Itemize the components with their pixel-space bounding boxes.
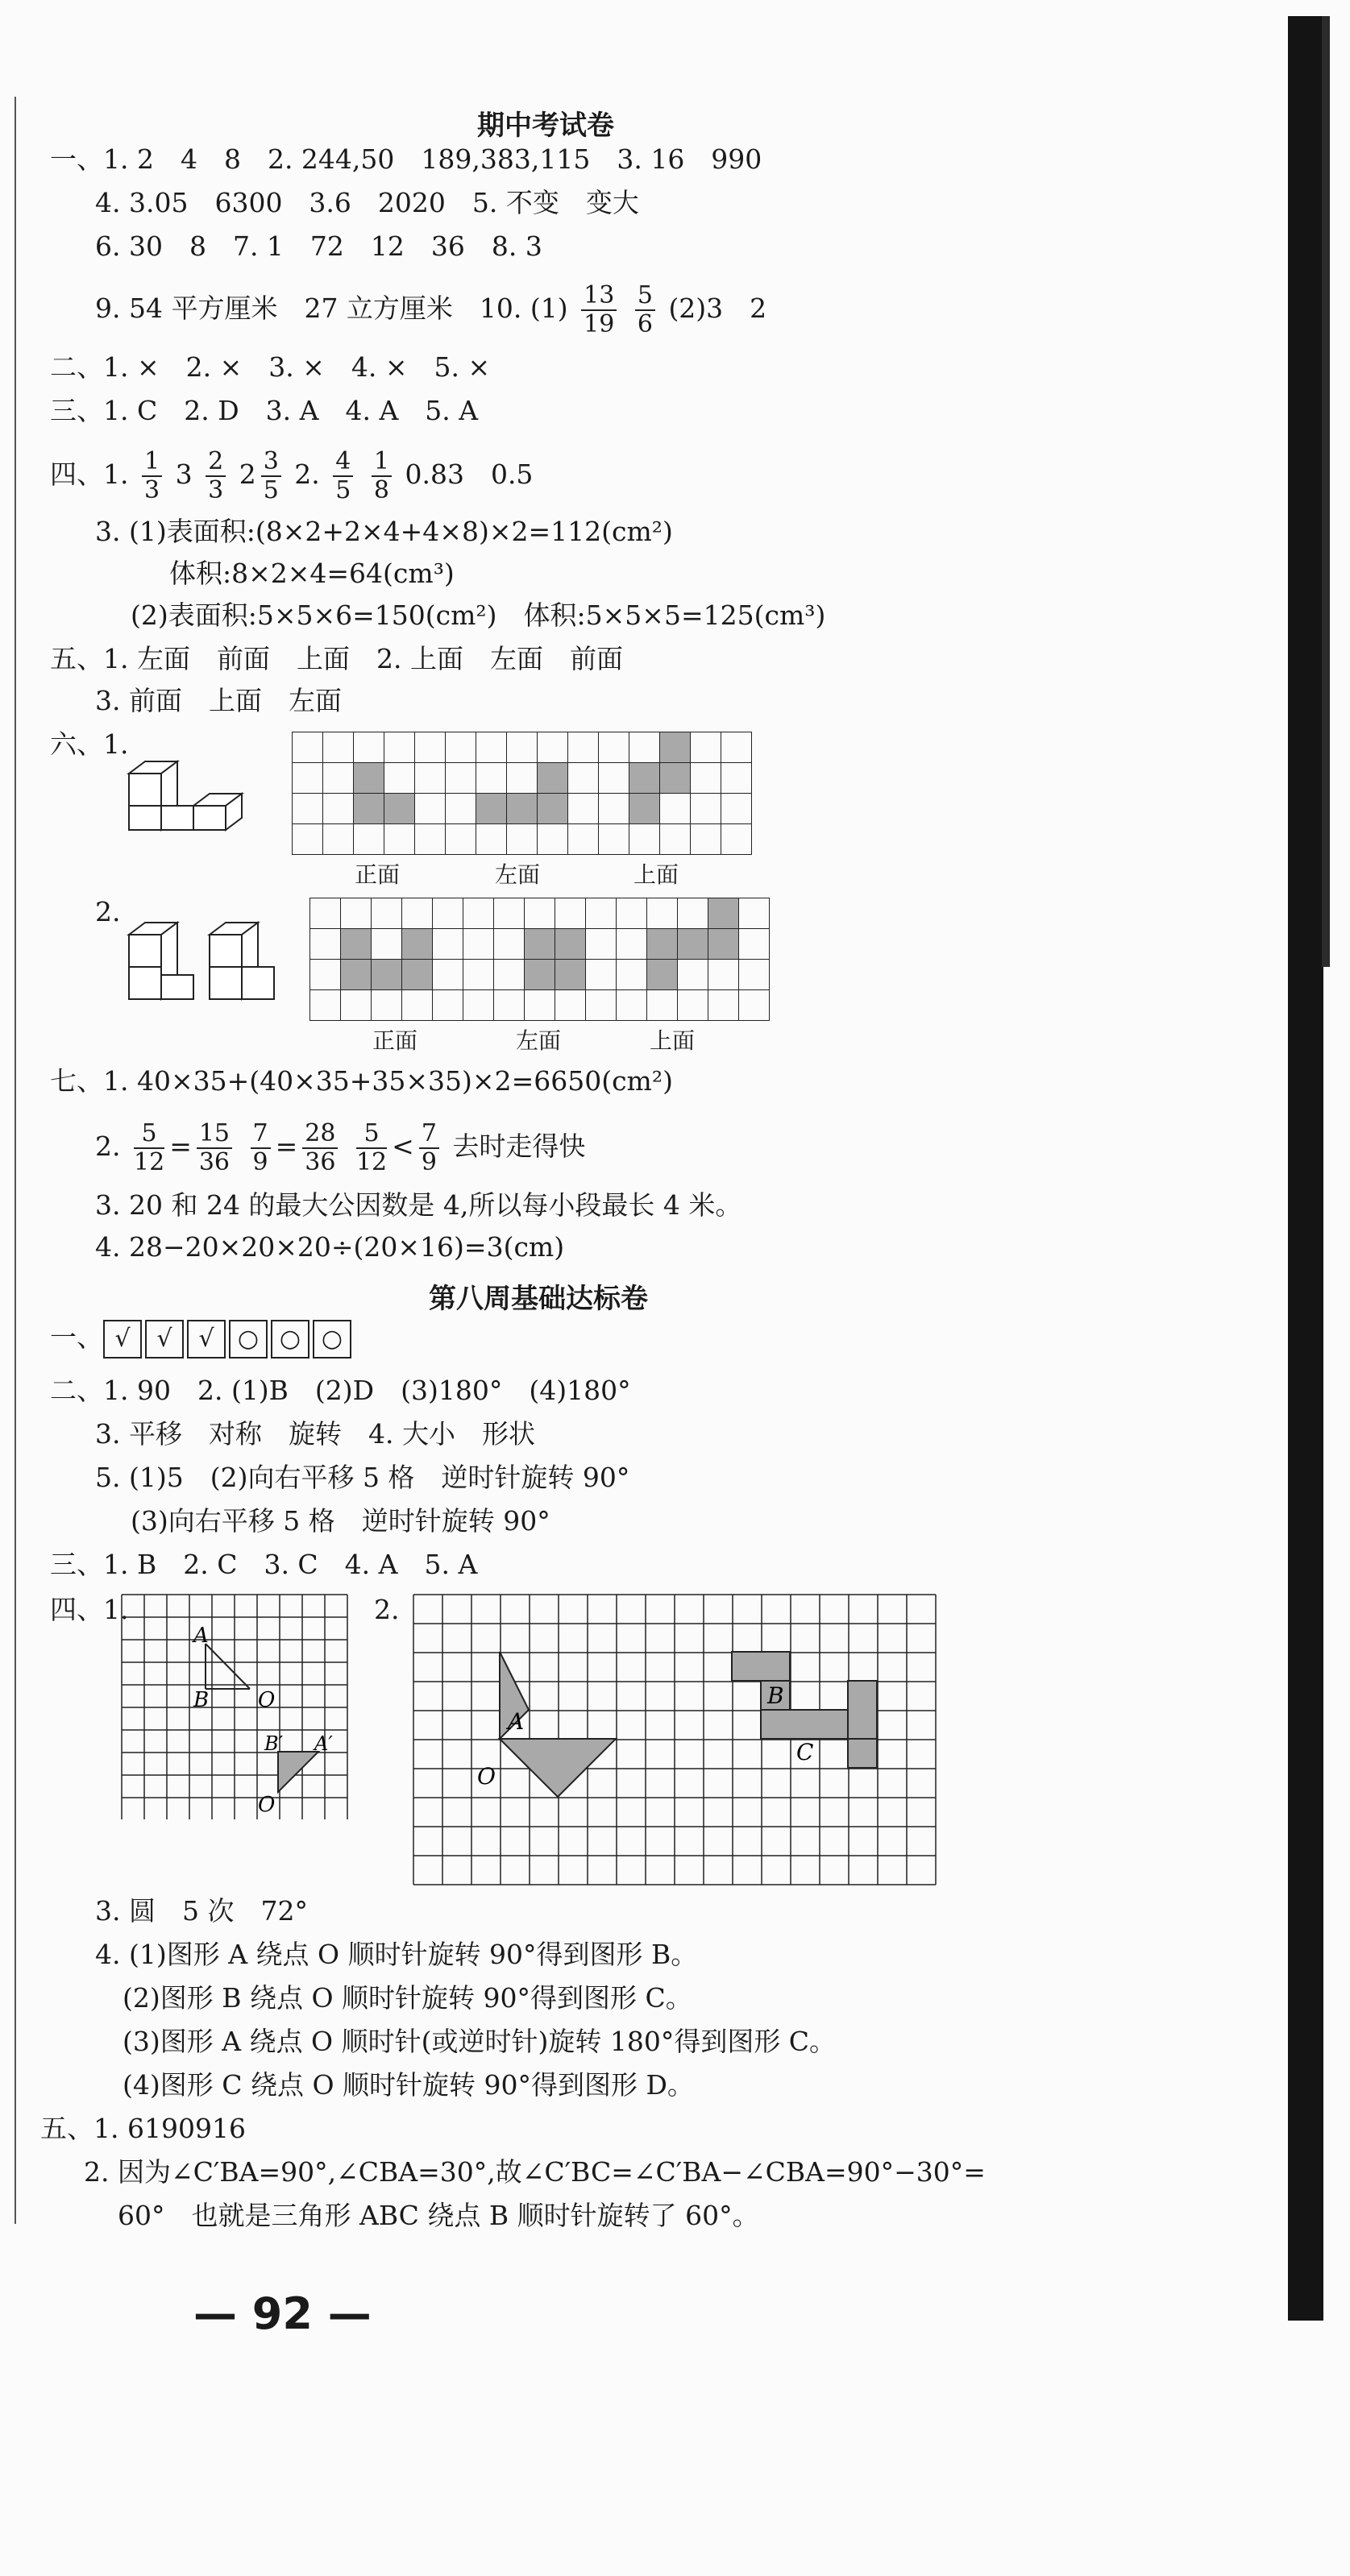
view-label-left: 左面: [516, 1027, 562, 1054]
cube-stack-figure-2: [121, 911, 290, 1015]
grid-cell: [629, 823, 660, 855]
grid-cell: [585, 959, 617, 990]
answer-line: 3. 平移 对称 旋转 4. 大小 形状: [95, 1418, 535, 1450]
grid-cell: [616, 928, 647, 960]
grid-cell: [476, 823, 507, 855]
page-number: — 92 —: [193, 2288, 372, 2339]
grid-cell: [322, 793, 354, 824]
grid-cell: [721, 793, 752, 824]
answer-line: 七、1. 40×35+(40×35+35×35)×2=6650(cm²): [50, 1065, 673, 1097]
label-C: C: [796, 1739, 814, 1765]
grid-cell: [585, 989, 617, 1021]
grid-cell: [690, 823, 721, 855]
answer-line: 2.: [95, 896, 121, 927]
grid-cell: [384, 732, 415, 763]
answer-text: 2: [239, 458, 256, 490]
grid-cell: [322, 762, 354, 794]
grid-cell: [524, 928, 555, 960]
answer-line: 3. 圆 5 次 72°: [95, 1895, 308, 1927]
grid-cell: [445, 732, 476, 763]
grid-cell: [616, 989, 647, 1021]
answer-line: 3. 前面 上面 左面: [95, 685, 342, 716]
fraction: $\frac{2}{3}$: [206, 448, 226, 504]
grid-cell: [309, 959, 341, 990]
grid-cell: [690, 762, 721, 794]
answer-line: 三、1. C 2. D 3. A 4. A 5. A: [50, 395, 479, 426]
grid-cell: [506, 823, 538, 855]
grid-cell: [463, 959, 494, 990]
rotation-grid-2: [413, 1594, 937, 1892]
answer-line: 五、1. 6190916: [40, 2113, 246, 2144]
grid-cell: [493, 928, 525, 960]
answer-line-q9-10: [95, 282, 766, 338]
grid-cell: [292, 762, 323, 794]
grid-cell: [309, 898, 341, 929]
answer-line: 二、1. 90 2. (1)B (2)D (3)180° (4)180°: [50, 1375, 631, 1406]
grid-cell: [401, 898, 433, 929]
answer-box: ○: [271, 1320, 309, 1359]
grid-cell: [353, 823, 384, 855]
grid-cell: [340, 989, 372, 1021]
grid-cell: [646, 959, 678, 990]
grid-cell: [432, 959, 463, 990]
answer-text: 四、1.: [50, 458, 129, 490]
fraction: $\frac{7}{9}$: [419, 1120, 439, 1176]
grid-cell: [384, 823, 415, 855]
grid-cell: [463, 898, 494, 929]
grid-cell: [677, 928, 708, 960]
grid-cell: [567, 732, 599, 763]
grid-cell: [738, 898, 770, 929]
fraction: $\frac{1}{8}$: [372, 448, 392, 504]
grid-cell: [721, 762, 752, 794]
grid-cell: [463, 928, 494, 960]
answer-line: 一、1. 2 4 8 2. 244,50 189,383,115 3. 16 990: [50, 143, 762, 175]
grid-cell: [353, 732, 384, 763]
grid-cell: [432, 898, 463, 929]
grid-cell: [598, 823, 629, 855]
grid-cell: [629, 732, 660, 763]
grid-cell: [659, 793, 691, 824]
grid-cell: [476, 793, 507, 824]
fraction: $\frac{4}{5}$: [333, 448, 353, 504]
answer-text: (2)3 2: [668, 292, 767, 324]
answer-line: 三、1. B 2. C 3. C 4. A 5. A: [50, 1549, 478, 1580]
answer-line: 体积:8×2×4=64(cm³): [169, 558, 455, 589]
grid-cell: [432, 928, 463, 960]
answer-box: √: [187, 1320, 226, 1359]
answer-box: √: [103, 1320, 142, 1359]
answer-text: 3: [175, 458, 193, 490]
grid-cell: [414, 823, 446, 855]
answer-line: 3. 20 和 24 的最大公因数是 4,所以每小段最长 4 米。: [95, 1189, 742, 1221]
fraction: $\frac{7}{9}$: [251, 1120, 271, 1176]
grid-cell: [708, 989, 739, 1021]
grid-cell: [340, 928, 372, 960]
grid-cell: [432, 989, 463, 1021]
grid-cell: [371, 898, 402, 929]
grid-cell: [524, 898, 555, 929]
grid-cell: [401, 959, 433, 990]
grid-cell: [506, 793, 538, 824]
grid-cell: [401, 989, 433, 1021]
answer-line: (2)图形 B 绕点 O 顺时针旋转 90°得到图形 C。: [123, 1982, 692, 2014]
fraction: $\frac{5}{12}$: [134, 1119, 165, 1176]
answer-line: 4. 3.05 6300 3.6 2020 5. 不变 变大: [95, 187, 639, 218]
grid-cell: [384, 793, 415, 824]
grid-cell: [567, 762, 599, 794]
answer-line-fractions: [50, 448, 533, 504]
answer-line: 2.: [374, 1594, 400, 1625]
grid-cell: [292, 823, 323, 855]
grid-cell: [414, 762, 446, 794]
grid-cell: [629, 762, 660, 794]
grid-cell: [353, 762, 384, 794]
fraction: $\frac{15}{36}$: [197, 1120, 232, 1176]
grid-cell: [677, 898, 708, 929]
grid-cell: [476, 732, 507, 763]
answer-line: 六、1.: [50, 728, 129, 760]
grid-cell: [585, 898, 617, 929]
margin-line: [15, 97, 16, 2224]
grid-cell: [690, 793, 721, 824]
week8-title: 第八周基础达标卷: [429, 1283, 648, 1315]
grid-cell: [353, 793, 384, 824]
answer-text: 去时走得快: [452, 1130, 586, 1162]
grid-cell: [445, 793, 476, 824]
answer-line: 五、1. 左面 前面 上面 2. 上面 左面 前面: [50, 643, 623, 674]
grid-cell: [476, 762, 507, 794]
answer-line: (3)向右平移 5 格 逆时针旋转 90°: [131, 1505, 550, 1537]
answer-text: 2.: [294, 458, 320, 490]
grid-cell: [555, 928, 586, 960]
grid-cell: [738, 989, 770, 1021]
grid-cell: [738, 959, 770, 990]
view-label-top: 上面: [633, 861, 679, 888]
grid-cell: [708, 928, 739, 960]
answer-line-compare: 2. $\frac{5}{12}$ = $\frac{15}{36}$ $\frac{7}{9}$ = $\frac{28}{36}$ $\frac{5}{12}$ < $\frac{7}{9}$ 去时走得快: [95, 1119, 586, 1176]
grid-cell: [493, 898, 525, 929]
grid-cell: [384, 762, 415, 794]
label-B: B: [767, 1682, 784, 1709]
grid-cell: [659, 823, 691, 855]
grid-cell: [309, 928, 341, 960]
grid-cell: [598, 732, 629, 763]
label-B: B: [193, 1688, 210, 1712]
grid-cell: [340, 959, 372, 990]
grid-cell: [629, 793, 660, 824]
grid-cell: [322, 823, 354, 855]
label-Ap: A′: [314, 1732, 333, 1755]
answer-line: 4. (1)图形 A 绕点 O 顺时针旋转 90°得到图形 B。: [95, 1939, 698, 1970]
label-O2: O: [258, 1793, 276, 1817]
grid-cell: [506, 762, 538, 794]
answer-box: √: [145, 1320, 184, 1359]
grid-cell: [721, 732, 752, 763]
grid-cell: [646, 989, 678, 1021]
fraction: $\frac{13}{19}$: [581, 282, 617, 338]
grid-cell: [493, 959, 525, 990]
answer-line: 四、1.: [50, 1594, 129, 1625]
answer-box: ○: [229, 1320, 268, 1359]
view-label-front: 正面: [355, 861, 401, 888]
answer-line: 4. 28−20×20×20÷(20×16)=3(cm): [95, 1231, 565, 1263]
label-A: A: [193, 1624, 209, 1648]
grid-cell: [493, 989, 525, 1021]
view-label-front: 正面: [372, 1027, 418, 1054]
grid-cell: [708, 959, 739, 990]
grid-cell: [309, 989, 341, 1021]
grid-cell: [598, 793, 629, 824]
grid-cell: [524, 989, 555, 1021]
grid-cell: [585, 928, 617, 960]
answer-text: 0.83 0.5: [405, 458, 534, 490]
grid-cell: [659, 762, 691, 794]
answer-line: 二、1. × 2. × 3. × 4. × 5. ×: [50, 351, 491, 383]
grid-cell: [677, 959, 708, 990]
grid-cell: [567, 793, 599, 824]
grid-cell: [414, 793, 446, 824]
grid-cell: [537, 823, 568, 855]
grid-cell: [646, 898, 678, 929]
grid-cell: [598, 762, 629, 794]
grid-cell: [524, 959, 555, 990]
grid-cell: [340, 898, 372, 929]
answer-line-checkboxes: [50, 1320, 355, 1359]
scan-edge-shadow: [1288, 16, 1323, 2321]
scan-edge-shadow-2: [1322, 16, 1330, 967]
answer-line: 3. (1)表面积:(8×2+2×4+4×8)×2=112(cm²): [95, 516, 673, 547]
grid-cell: [506, 732, 538, 763]
grid-cell: [401, 928, 433, 960]
grid-cell: [738, 928, 770, 960]
grid-cell: [371, 959, 402, 990]
grid-cell: [555, 959, 586, 990]
grid-cell: [646, 928, 678, 960]
answer-line: 5. (1)5 (2)向右平移 5 格 逆时针旋转 90°: [95, 1462, 630, 1493]
grid-cell: [555, 989, 586, 1021]
answer-line: 2. 因为∠C′BA=90°,∠CBA=30°,故∠C′BC=∠C′BA−∠CBA=90°−30°=: [84, 2156, 986, 2188]
answer-line: (2)表面积:5×5×6=150(cm²) 体积:5×5×5=125(cm³): [131, 599, 826, 631]
view-label-top: 上面: [650, 1027, 696, 1054]
label-A: A: [508, 1708, 525, 1735]
label-Bp: B′: [264, 1732, 284, 1755]
label-O: O: [477, 1763, 496, 1790]
grid-cell: [537, 732, 568, 763]
grid-cell: [537, 793, 568, 824]
grid-cell: [616, 898, 647, 929]
grid-cell: [555, 898, 586, 929]
grid-cell: [616, 959, 647, 990]
fraction: $\frac{5}{6}$: [635, 282, 655, 338]
grid-cell: [371, 989, 402, 1021]
answer-text: 一、: [50, 1321, 103, 1353]
grid-cell: [463, 989, 494, 1021]
fraction: $\frac{5}{12}$: [355, 1119, 388, 1176]
grid-cell: [537, 762, 568, 794]
grid-cell: [567, 823, 599, 855]
fraction: $\frac{28}{36}$: [302, 1120, 338, 1176]
view-label-left: 左面: [495, 861, 541, 888]
grid-cell: [708, 898, 739, 929]
rotated-triangle: [278, 1752, 318, 1792]
grid-cell: [292, 793, 323, 824]
grid-cell: [445, 823, 476, 855]
grid-cell: [414, 732, 446, 763]
grid-cell: [292, 732, 323, 763]
grid-cell: [322, 732, 354, 763]
answer-text: 2.: [95, 1130, 121, 1162]
fraction: $\frac{3}{5}$: [261, 448, 281, 504]
answer-line: 60° 也就是三角形 ABC 绕点 B 顺时针旋转了 60°。: [118, 2200, 759, 2231]
cube-stack-figure-1: [121, 741, 258, 838]
midterm-title: 期中考试卷: [477, 110, 614, 142]
grid-cell: [690, 732, 721, 763]
grid-cell: [677, 989, 708, 1021]
answer-line: (4)图形 C 绕点 O 顺时针旋转 90°得到图形 D。: [123, 2069, 694, 2101]
answer-text: 9. 54 平方厘米 27 立方厘米 10. (1): [95, 292, 568, 324]
grid-cell: [371, 928, 402, 960]
grid-cell: [445, 762, 476, 794]
answer-box: ○: [313, 1320, 351, 1359]
grid-cell: [659, 732, 691, 763]
answer-line: (3)图形 A 绕点 O 顺时针(或逆时针)旋转 180°得到图形 C。: [123, 2026, 837, 2057]
label-O: O: [258, 1688, 276, 1712]
rotation-grid-1: [121, 1594, 348, 1819]
grid-cell: [721, 823, 752, 855]
answer-line: 6. 30 8 7. 1 72 12 36 8. 3: [95, 230, 542, 262]
fraction: $\frac{1}{3}$: [142, 448, 162, 504]
